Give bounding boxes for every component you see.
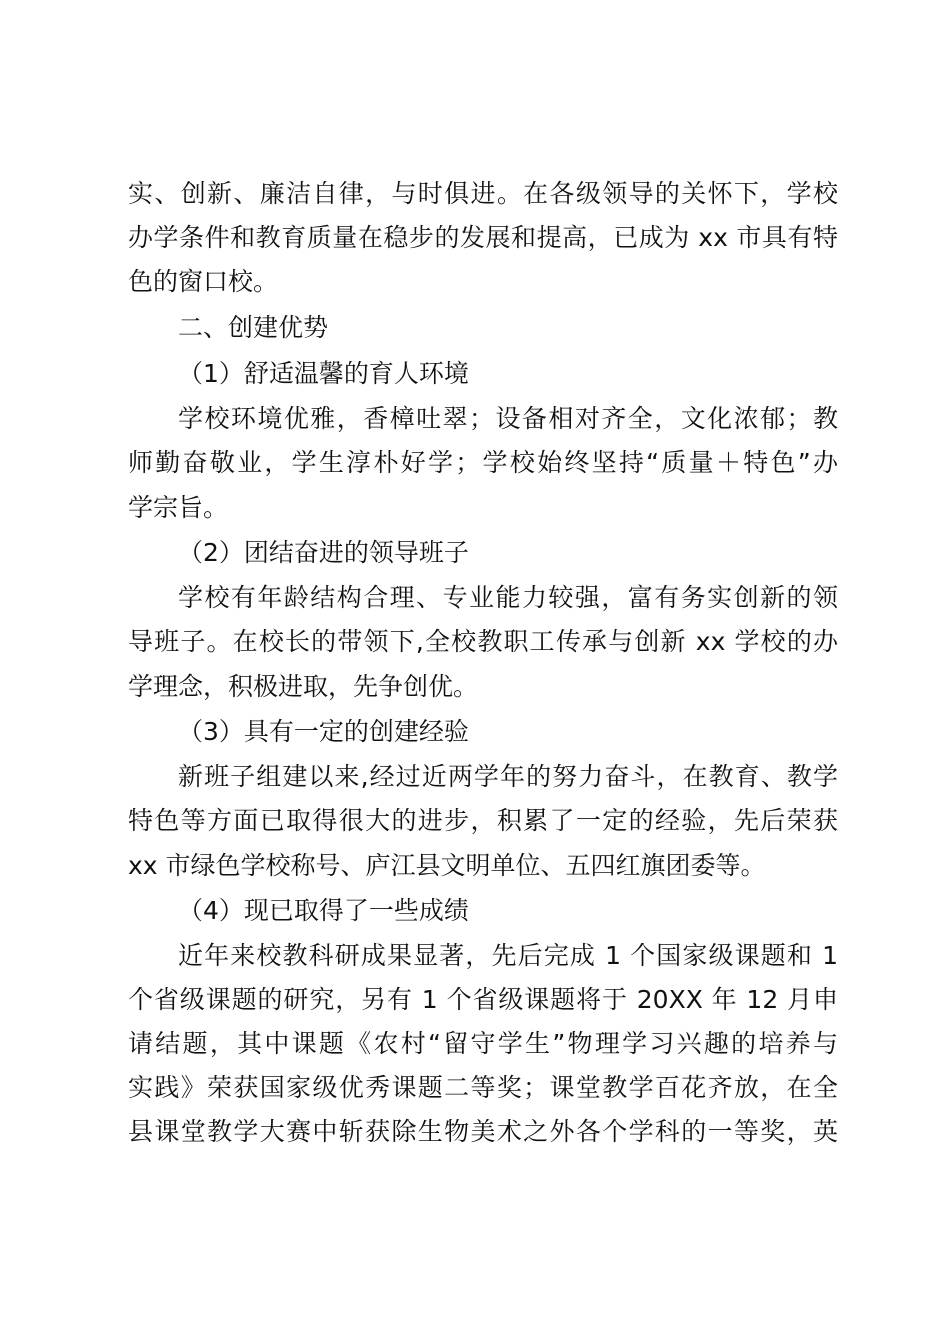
body-line-3: 色的窗口校。: [128, 267, 279, 296]
body-line-21: 实践》荣获国家级优秀课题二等奖；课堂教学百花齐放，在全: [128, 1073, 838, 1102]
body-line-12: 学理念，积极进取，先争创优。: [128, 672, 479, 701]
body-line-2: 办学条件和教育质量在稳步的发展和提高，已成为 xx 市具有特: [128, 223, 838, 252]
subheading-experience: （3）具有一定的创建经验: [178, 717, 469, 746]
body-line-11: 导班子。在校长的带领下,全校教职工传承与创新 xx 学校的办: [128, 627, 838, 656]
body-line-22: 县课堂教学大赛中斩获除生物美术之外各个学科的一等奖，英: [128, 1117, 838, 1146]
body-line-19: 个省级课题的研究，另有 1 个省级课题将于 20XX 年 12 月申: [128, 985, 838, 1014]
body-line-15: 特色等方面已取得很大的进步，积累了一定的经验，先后荣获: [128, 806, 838, 835]
body-line-8: 学宗旨。: [128, 493, 229, 522]
body-line-14: 新班子组建以来,经过近两学年的努力奋斗，在教育、教学: [178, 762, 838, 791]
body-line-16: xx 市绿色学校称号、庐江县文明单位、五四红旗团委等。: [128, 851, 766, 880]
body-line-7: 师勤奋敬业，学生淳朴好学；学校始终坚持“质量＋特色”办: [128, 448, 838, 477]
body-line-18: 近年来校教科研成果显著，先后完成 1 个国家级课题和 1: [178, 941, 838, 970]
body-line-20: 请结题，其中课题《农村“留守学生”物理学习兴趣的培养与: [128, 1029, 838, 1058]
body-line-1: 实、创新、廉洁自律，与时俱进。在各级领导的关怀下，学校: [128, 179, 838, 208]
subheading-leadership: （2）团结奋进的领导班子: [178, 538, 469, 567]
section-heading-creation-advantages: 二、创建优势: [178, 313, 329, 342]
body-line-6: 学校环境优雅，香樟吐翠；设备相对齐全，文化浓郁；教: [178, 404, 838, 433]
body-line-10: 学校有年龄结构合理、专业能力较强，富有务实创新的领: [178, 583, 838, 612]
subheading-achievements: （4）现已取得了一些成绩: [178, 896, 469, 925]
subheading-environment: （1）舒适温馨的育人环境: [178, 359, 469, 388]
